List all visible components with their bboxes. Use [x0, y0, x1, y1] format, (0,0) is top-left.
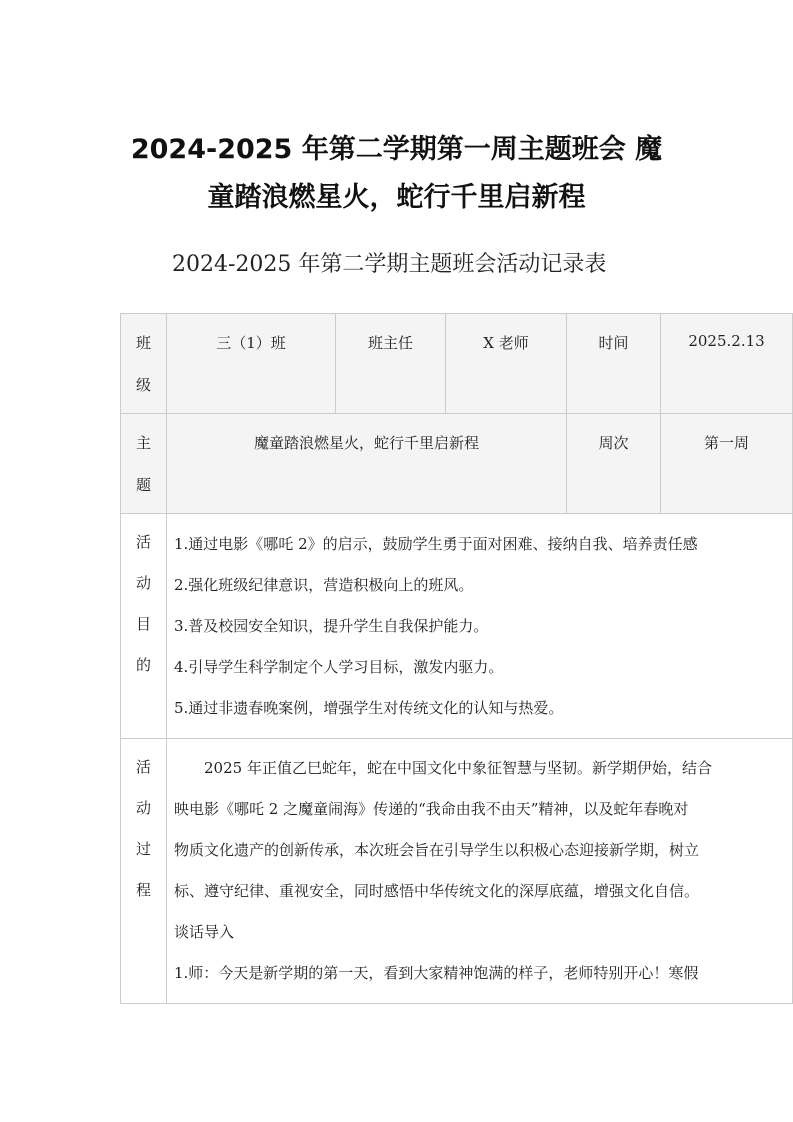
teacher-label: 班主任 — [335, 313, 446, 414]
process-line: 1.师：今天是新学期的第一天，看到大家精神饱满的样子，老师特别开心！寒假 — [174, 964, 699, 982]
record-table-subtitle: 2024-2025 年第二学期主题班会活动记录表 — [172, 252, 607, 277]
time-label: 时间 — [566, 313, 661, 414]
process-line: 标、遵守纪律、重视安全，同时感悟中华传统文化的深厚底蕴，增强文化自信。 — [174, 882, 700, 900]
theme-label: 主题 — [120, 413, 167, 514]
document-title-line2: 童踏浪燃星火，蛇行千里启新程 — [207, 182, 586, 213]
objective-item: 2.强化班级纪律意识，营造积极向上的班风。 — [174, 576, 474, 594]
objective-item: 4.引导学生科学制定个人学习目标，激发内驱力。 — [174, 658, 504, 676]
document-title-line1: 2024-2025 年第二学期第一周主题班会 魔 — [130, 134, 663, 165]
week-label: 周次 — [566, 413, 661, 514]
process-line: 映电影《哪吒 2 之魔童闹海》传递的“我命由我不由天”精神，以及蛇年春晚对 — [174, 800, 689, 818]
process-line: 2025 年正值乙巳蛇年，蛇在中国文化中象征智慧与坚韧。新学期伊始，结合 — [174, 759, 712, 777]
objectives-list — [166, 513, 793, 739]
teacher-value: X 老师 — [445, 313, 567, 414]
class-label: 班级 — [120, 313, 167, 414]
process-line: 物质文化遗产的创新传承，本次班会旨在引导学生以积极心态迎接新学期，树立 — [174, 841, 700, 859]
time-value: 2025.2.13 — [660, 313, 793, 414]
objective-item: 1.通过电影《哪吒 2》的启示，鼓励学生勇于面对困难、接纳自我、培养责任感 — [174, 535, 698, 553]
process-label: 活动过程 — [120, 738, 167, 1004]
process-content — [166, 738, 793, 1004]
process-line: 谈话导入 — [174, 923, 235, 941]
objectives-label: 活动目的 — [120, 513, 167, 739]
class-value: 三（1）班 — [166, 313, 336, 414]
week-value: 第一周 — [660, 413, 793, 514]
theme-value: 魔童踏浪燃星火，蛇行千里启新程 — [166, 413, 567, 514]
objective-item: 5.通过非遗春晚案例，增强学生对传统文化的认知与热爱。 — [174, 699, 564, 717]
objective-item: 3.普及校园安全知识，提升学生自我保护能力。 — [174, 617, 489, 635]
